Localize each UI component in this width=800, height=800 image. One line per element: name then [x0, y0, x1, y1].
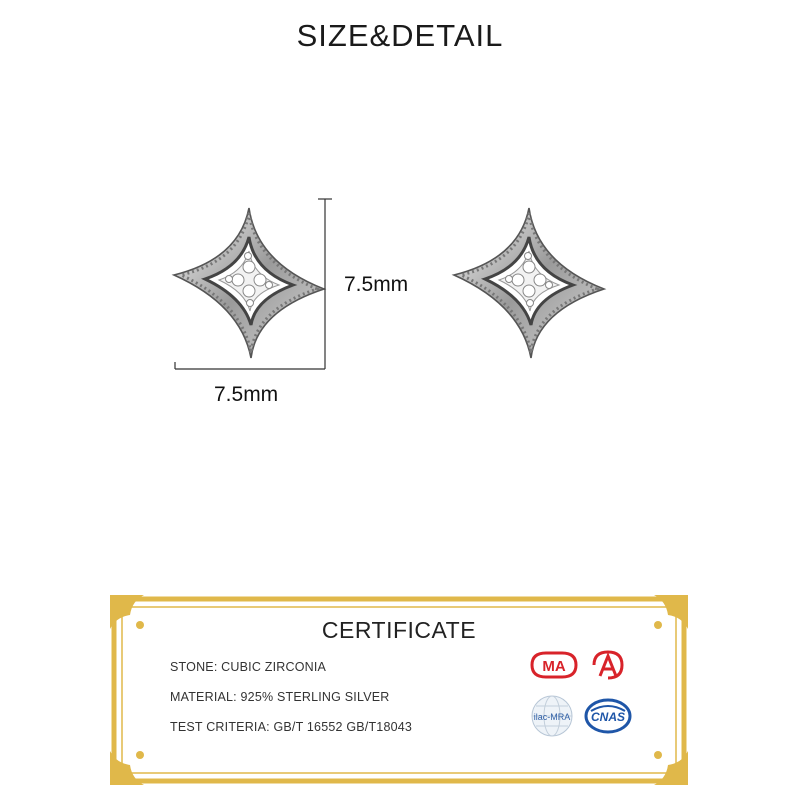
svg-text:CNAS: CNAS [590, 710, 626, 724]
svg-text:ilac-MRA: ilac-MRA [533, 712, 571, 722]
cnas-logo [583, 697, 633, 735]
certificate-material-line: MATERIAL: 925% STERLING SILVER [170, 690, 390, 704]
ilac-mra-logo [530, 694, 574, 738]
certificate-title: CERTIFICATE [321, 617, 477, 643]
page-title: SIZE&DETAIL [296, 18, 504, 53]
height-dimension-label: 7.5mm [344, 273, 409, 296]
earring-left-image [174, 208, 324, 358]
svg-text:MA: MA [542, 658, 566, 675]
certificate-stone-line: STONE: CUBIC ZIRCONIA [170, 660, 327, 674]
earring-right-image [454, 208, 604, 358]
cal-logo [588, 648, 628, 682]
cma-logo [528, 650, 580, 680]
certificate-test-criteria-line: TEST CRITERIA: GB/T 16552 GB/T18043 [170, 720, 413, 734]
width-dimension-label: 7.5mm [214, 383, 279, 406]
